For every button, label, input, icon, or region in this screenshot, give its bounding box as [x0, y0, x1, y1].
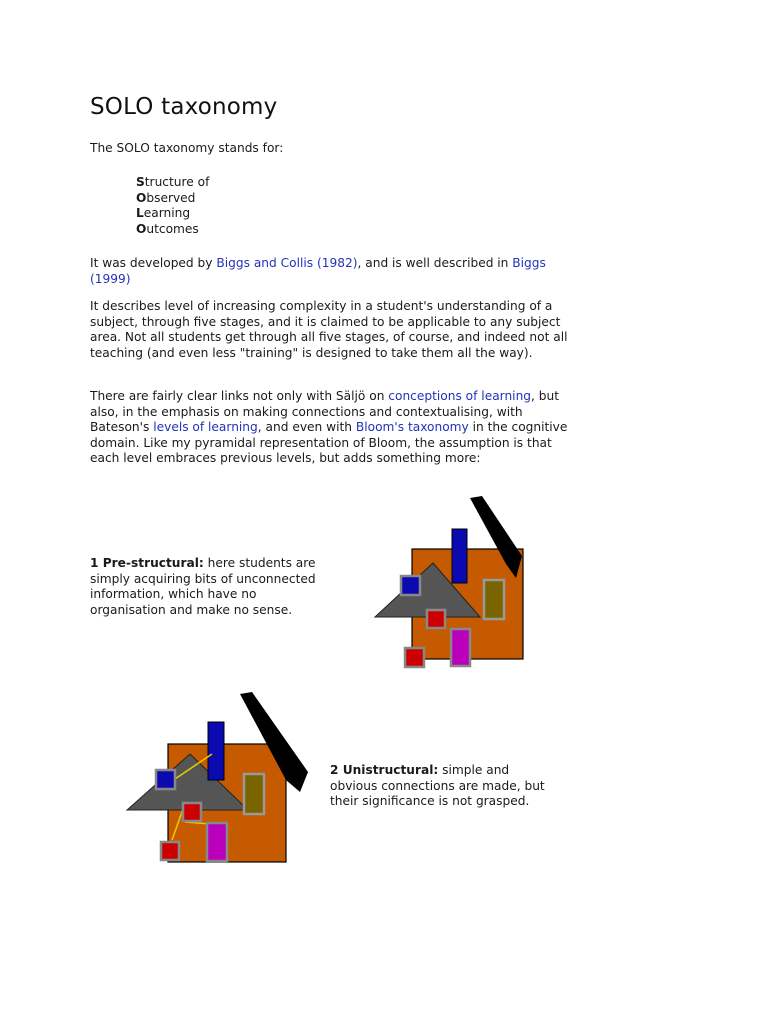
blue-bar — [208, 722, 224, 780]
magenta-bar — [451, 629, 470, 666]
acronym-initial: O — [136, 221, 147, 236]
stage-label: 2 Unistructural: — [330, 763, 439, 777]
magenta-bar — [207, 823, 227, 861]
acronym-initial: S — [136, 175, 145, 189]
page-title: SOLO taxonomy — [90, 94, 278, 120]
acronym-rest: bserved — [146, 190, 196, 205]
acronym-initial: L — [136, 206, 144, 221]
blue-square — [156, 770, 175, 789]
acronym-line — [136, 206, 209, 222]
text-run: It was developed by — [90, 256, 217, 270]
link-levels-of-learning[interactable]: levels of learning — [153, 420, 258, 435]
intro-text: The SOLO taxonomy stands for: — [90, 141, 284, 155]
stage-prestructural — [90, 556, 335, 618]
olive-bar — [484, 580, 504, 619]
red-square — [161, 842, 179, 860]
paragraph-description: It describes level of increasing complexity in a student's understanding of a subject, through five stages, and it is claimed to be applicable to any subject area. Not all students get through all five stages, of course, and indeed not all teaching (and even less "training" is designed to take them all the way). — [90, 299, 568, 360]
acronym-line — [136, 222, 209, 238]
acronym-rest: tructure of — [144, 175, 210, 189]
paragraph-origin — [90, 256, 570, 287]
link-biggs-1999[interactable]: Biggs (1999) — [90, 256, 546, 286]
text-run: There are fairly clear links not only with Säljö on — [90, 389, 389, 403]
olive-bar — [244, 774, 264, 814]
blue-bar — [452, 529, 467, 583]
acronym-line — [136, 191, 209, 207]
text-run: in the cognitive domain. Like my pyramidal representation of Bloom, the assumption is that each level embraces previous levels, but adds something more: — [90, 420, 568, 466]
acronym-line — [136, 175, 209, 191]
stage-unistructural — [330, 763, 560, 810]
link-blooms-taxonomy[interactable]: Bloom's taxonomy — [355, 420, 469, 435]
acronym-initial: O — [136, 190, 147, 205]
blue-square — [401, 576, 420, 595]
stage-text: simple and obvious connections are made, but their significance is not grasped. — [330, 763, 545, 809]
text-run: , and is well described in — [357, 256, 513, 270]
red-square — [427, 610, 445, 628]
red-square — [405, 648, 424, 667]
red-square — [183, 803, 201, 821]
acronym-rest: earning — [143, 206, 191, 221]
stage-label: 1 Pre-structural: — [90, 556, 204, 570]
link-biggs-collis[interactable]: Biggs and Collis (1982) — [216, 256, 358, 270]
unistructural-diagram — [110, 688, 320, 868]
text-run: , and even with — [257, 420, 356, 435]
link-conceptions-of-learning[interactable]: conceptions of learning — [388, 389, 532, 403]
acronym-rest: utcomes — [146, 221, 199, 236]
prestructural-diagram — [350, 492, 530, 672]
stage-text: here students are simply acquiring bits of unconnected information, which have no organisation and make no sense. — [90, 556, 316, 617]
acronym-list — [136, 175, 209, 237]
text-run: , but also, in the emphasis on making connections and contextualising, with Bateson's — [90, 389, 560, 435]
paragraph-links — [90, 389, 570, 467]
